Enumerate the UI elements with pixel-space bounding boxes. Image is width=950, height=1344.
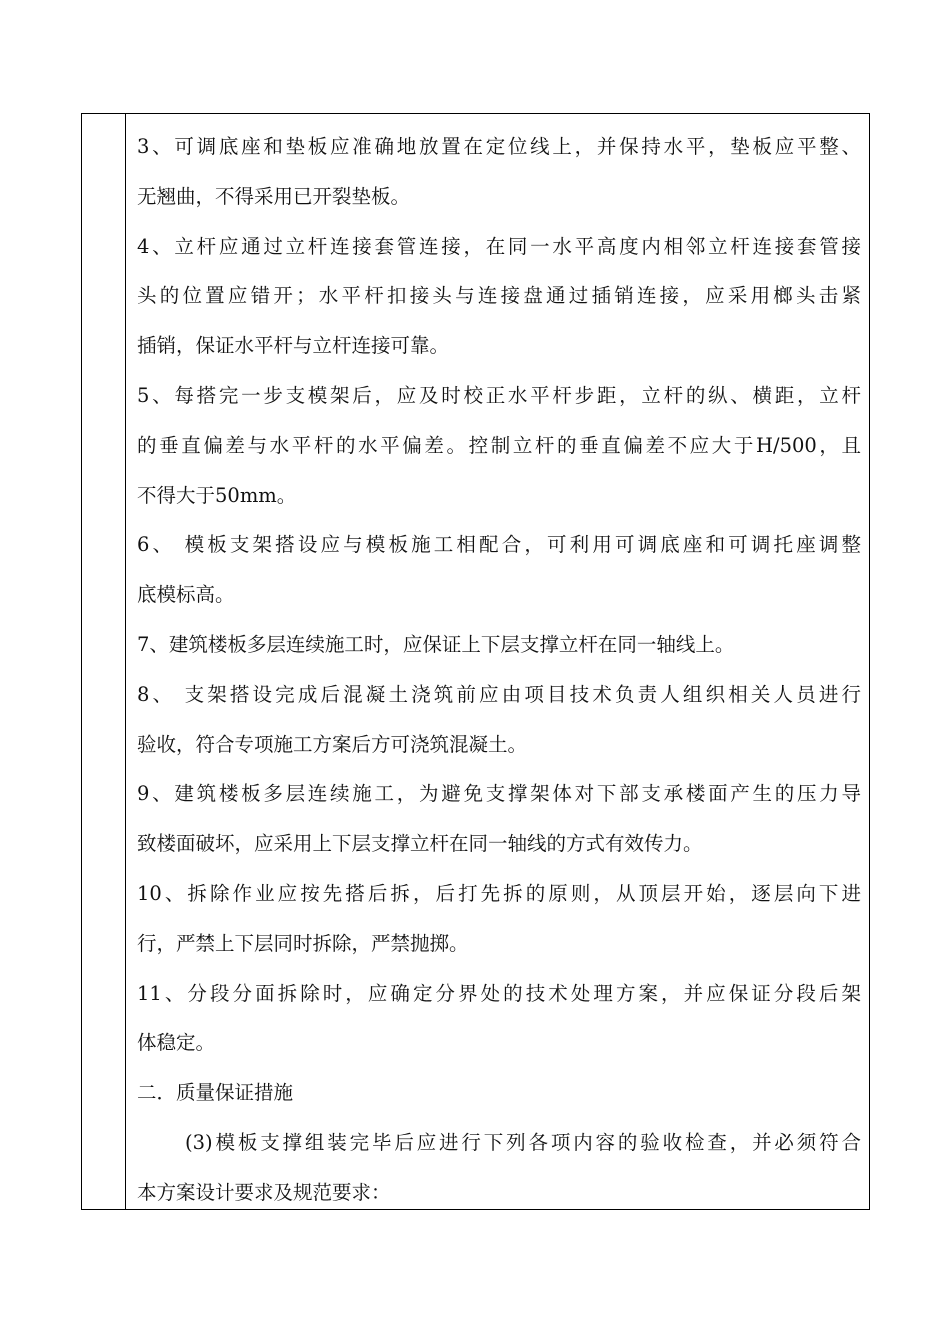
text-line: 不得大于50mm。 <box>137 483 297 507</box>
text-line: 9、建筑楼板多层连续施工，为避免支撑架体对下部支承楼面产生的压力导 <box>137 782 861 806</box>
text-line: 插销，保证水平杆与立杆连接可靠。 <box>137 334 450 358</box>
text-line: 无翘曲，不得采用已开裂垫板。 <box>137 184 411 208</box>
text-line: 4、立杆应通过立杆连接套管连接，在同一水平高度内相邻立杆连接套管接 <box>137 234 861 258</box>
text-line: 的垂直偏差与水平杆的水平偏差。控制立杆的垂直偏差不应大于H/500，且 <box>137 433 861 457</box>
document-table <box>81 113 870 1210</box>
text-line: 底模标高。 <box>137 583 235 607</box>
text-line: 8、 支架搭设完成后混凝土浇筑前应由项目技术负责人组织相关人员进行 <box>137 682 861 706</box>
text-line: 3、可调底座和垫板应准确地放置在定位线上，并保持水平，垫板应平整、 <box>137 135 861 158</box>
text-line: 头的位置应错开；水平杆扣接头与连接盘通过插销连接，应采用榔头击紧 <box>137 284 861 308</box>
text-line: 行，严禁上下层同时拆除，严禁抛掷。 <box>137 931 469 955</box>
text-line: 验收，符合专项施工方案后方可浇筑混凝土。 <box>137 732 528 756</box>
table-content-cell <box>137 122 861 1218</box>
text-line: 本方案设计要求及规范要求： <box>137 1180 391 1204</box>
text-line: 致楼面破坏，应采用上下层支撑立杆在同一轴线的方式有效传力。 <box>137 832 703 856</box>
text-line: 二．质量保证措施 <box>137 1081 294 1105</box>
text-line: 体稳定。 <box>137 1031 216 1055</box>
text-line: 10、拆除作业应按先搭后拆，后打先拆的原则，从顶层开始，逐层向下进 <box>137 881 861 905</box>
table-left-column <box>82 114 126 1209</box>
text-line: 7、建筑楼板多层连续施工时，应保证上下层支撑立杆在同一轴线上。 <box>137 632 735 656</box>
text-line: 6、 模板支架搭设应与模板施工相配合，可利用可调底座和可调托座调整 <box>137 533 861 557</box>
text-line: 5、每搭完一步支模架后，应及时校正水平杆步距，立杆的纵、横距，立杆 <box>137 383 861 407</box>
text-line: 11、分段分面拆除时，应确定分界处的技术处理方案，并应保证分段后架 <box>137 981 861 1005</box>
text-line: (3)模板支撑组装完毕后应进行下列各项内容的验收检查，并必须符合 <box>185 1130 861 1154</box>
